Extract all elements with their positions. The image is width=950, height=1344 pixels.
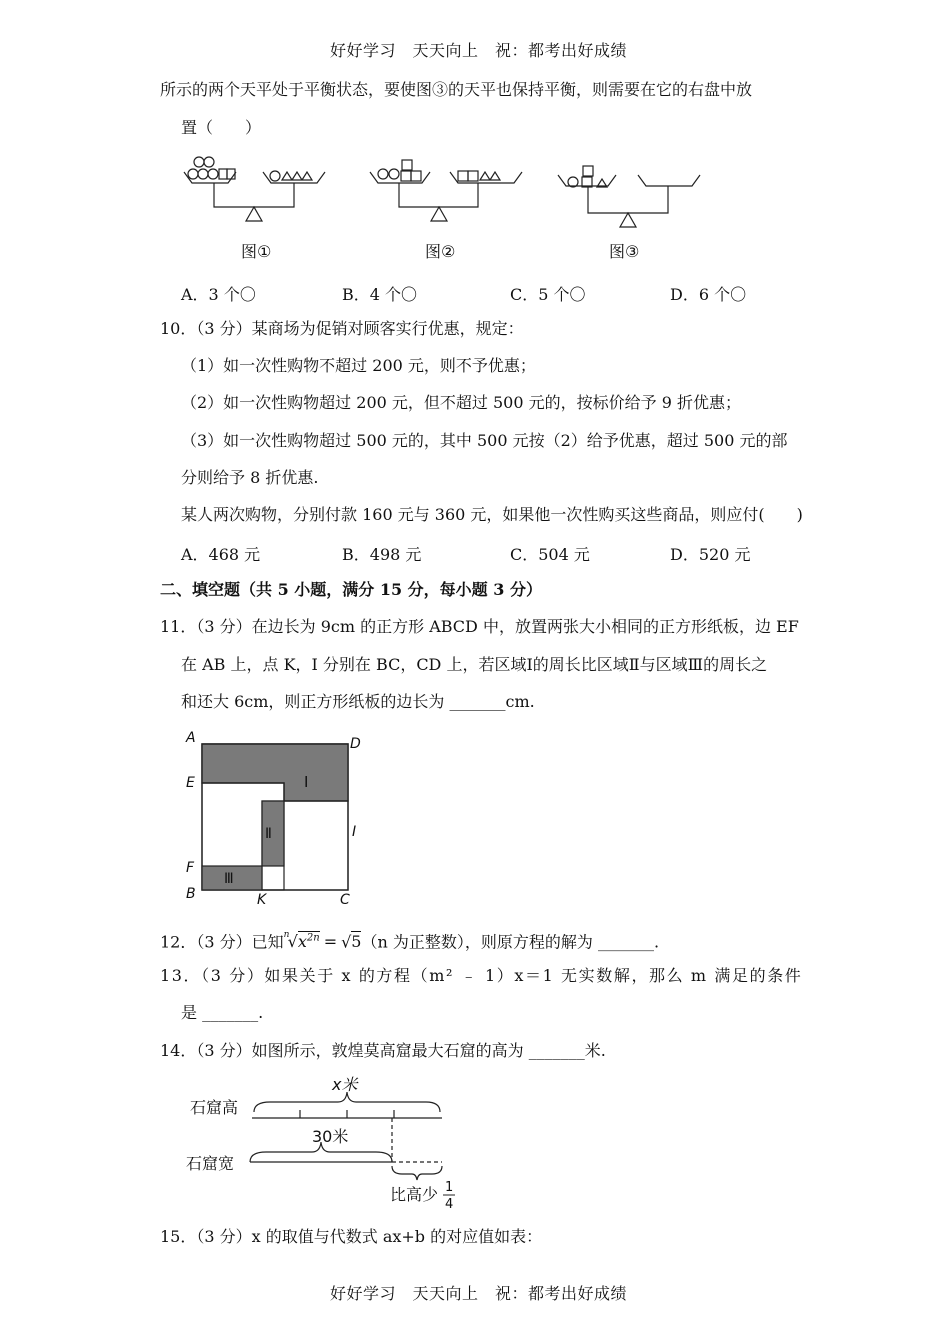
q11-line2: 在 AB 上，点 K，I 分别在 BC，CD 上，若区域Ⅰ的周长比区域Ⅱ与区域Ⅲ的周长之 bbox=[181, 655, 768, 674]
q12-root-index: n bbox=[283, 930, 290, 940]
fig-label-2: 图② bbox=[425, 242, 456, 261]
q12-radical: n $√x^{2n}$ bbox=[284, 928, 320, 953]
section-title: 二、填空题（共 5 小题，满分 15 分，每小题 3 分） bbox=[160, 580, 542, 599]
q11-line3: 和还大 6cm，则正方形纸板的边长为 _______cm. bbox=[181, 692, 535, 711]
q14-stem: 14．（3 分）如图所示，敦煌莫高窟最大石窟的高为 _______米. bbox=[160, 1041, 606, 1060]
fig-label-1: 图① bbox=[241, 242, 272, 261]
q12-equals: = bbox=[323, 932, 338, 952]
vertex-a: A bbox=[186, 730, 196, 746]
x-meters-label: x米 bbox=[332, 1075, 358, 1094]
q12-line: 12．（3 分）已知 n $√x^{2n} = √5(n$ 为正整数），则原方程的解为 _______. bbox=[160, 928, 659, 953]
vertex-d: D bbox=[350, 736, 361, 752]
q13-line1: 13．（3 分）如果关于 x 的方程（m² ﹣ 1）x＝1 无实数解，那么 m 满足的条件 bbox=[160, 966, 803, 985]
region-3-label: Ⅲ bbox=[224, 871, 234, 887]
q10-stem: 10．（3 分）某商场为促销对顾客实行优惠，规定： bbox=[160, 319, 524, 338]
fig-label-3: 图③ bbox=[609, 242, 640, 261]
q11-square-figure bbox=[180, 728, 380, 913]
q10-rule-3a: （3）如一次性购物超过 500 元的，其中 500 元按（2）给予优惠，超过 500 元的部 bbox=[181, 431, 788, 450]
q9-option-c: C．5 个〇 bbox=[510, 285, 586, 304]
vertex-b: B bbox=[186, 886, 196, 902]
q9-text-line1: 所示的两个天平处于平衡状态，要使图③的天平也保持平衡，则需要在它的右盘中放 bbox=[160, 80, 753, 99]
q9-option-b: B．4 个〇 bbox=[342, 285, 418, 304]
q15-stem: 15．（3 分）x 的取值与代数式 ax+b 的对应值如表： bbox=[160, 1227, 543, 1246]
region-2-label: Ⅱ bbox=[265, 826, 272, 842]
q10-question: 某人两次购物，分别付款 160 元与 360 元，如果他一次性购买这些商品，则应付( ) bbox=[181, 505, 803, 524]
balance-figure-2 bbox=[370, 160, 522, 221]
fraction-denominator: 4 bbox=[445, 1197, 454, 1212]
q11-line1: 11．（3 分）在边长为 9cm 的正方形 ABCD 中，放置两张大小相同的正方形纸板，边 EF bbox=[160, 617, 799, 636]
q14-diagram bbox=[180, 1070, 480, 1215]
balance-figure-3 bbox=[558, 166, 700, 227]
q9-option-d: D．6 个〇 bbox=[670, 285, 747, 304]
cave-width-label: 石窟宽 bbox=[186, 1154, 235, 1173]
q12-radicand: x bbox=[297, 932, 307, 952]
fraction-numerator: 1 bbox=[445, 1180, 454, 1195]
q10-option-c: C．504 元 bbox=[510, 545, 590, 564]
cave-height-label: 石窟高 bbox=[190, 1098, 239, 1117]
vertex-i: I bbox=[352, 824, 357, 840]
vertex-e: E bbox=[186, 775, 195, 791]
q10-option-a: A．468 元 bbox=[181, 545, 261, 564]
q9-option-a: A．3 个〇 bbox=[181, 285, 256, 304]
q10-option-d: D．520 元 bbox=[670, 545, 751, 564]
q10-rule-3b: 分则给予 8 折优惠. bbox=[181, 468, 319, 487]
q12-prefix: 12．（3 分）已知 bbox=[160, 932, 284, 952]
q12-exponent: 2n bbox=[306, 933, 320, 944]
page-footer: 好好学习 天天向上 祝：都考出好成绩 bbox=[330, 1284, 628, 1303]
q10-rule-2: （2）如一次性购物超过 200 元，但不超过 500 元的，按标价给予 9 折优惠； bbox=[181, 393, 741, 412]
balance-figure-1 bbox=[184, 157, 325, 221]
balance-figures bbox=[170, 150, 730, 265]
vertex-k: K bbox=[257, 892, 267, 908]
q12-suffix: （n 为正整数），则原方程的解为 _______. bbox=[361, 932, 660, 952]
region-1-label: Ⅰ bbox=[304, 773, 309, 791]
thirty-meters-label: 30米 bbox=[312, 1127, 349, 1146]
less-than-height-label: 比高少 bbox=[390, 1185, 439, 1204]
page-header: 好好学习 天天向上 祝：都考出好成绩 bbox=[330, 41, 628, 60]
vertex-c: C bbox=[340, 892, 350, 908]
q12-rhs: 5 bbox=[351, 932, 362, 952]
q10-rule-1: （1）如一次性购物不超过 200 元，则不予优惠； bbox=[181, 356, 536, 375]
vertex-f: F bbox=[186, 860, 195, 876]
q9-text-line2: 置（ ） bbox=[181, 118, 262, 137]
q13-line2: 是 _______. bbox=[181, 1003, 264, 1022]
q10-option-b: B．498 元 bbox=[342, 545, 422, 564]
